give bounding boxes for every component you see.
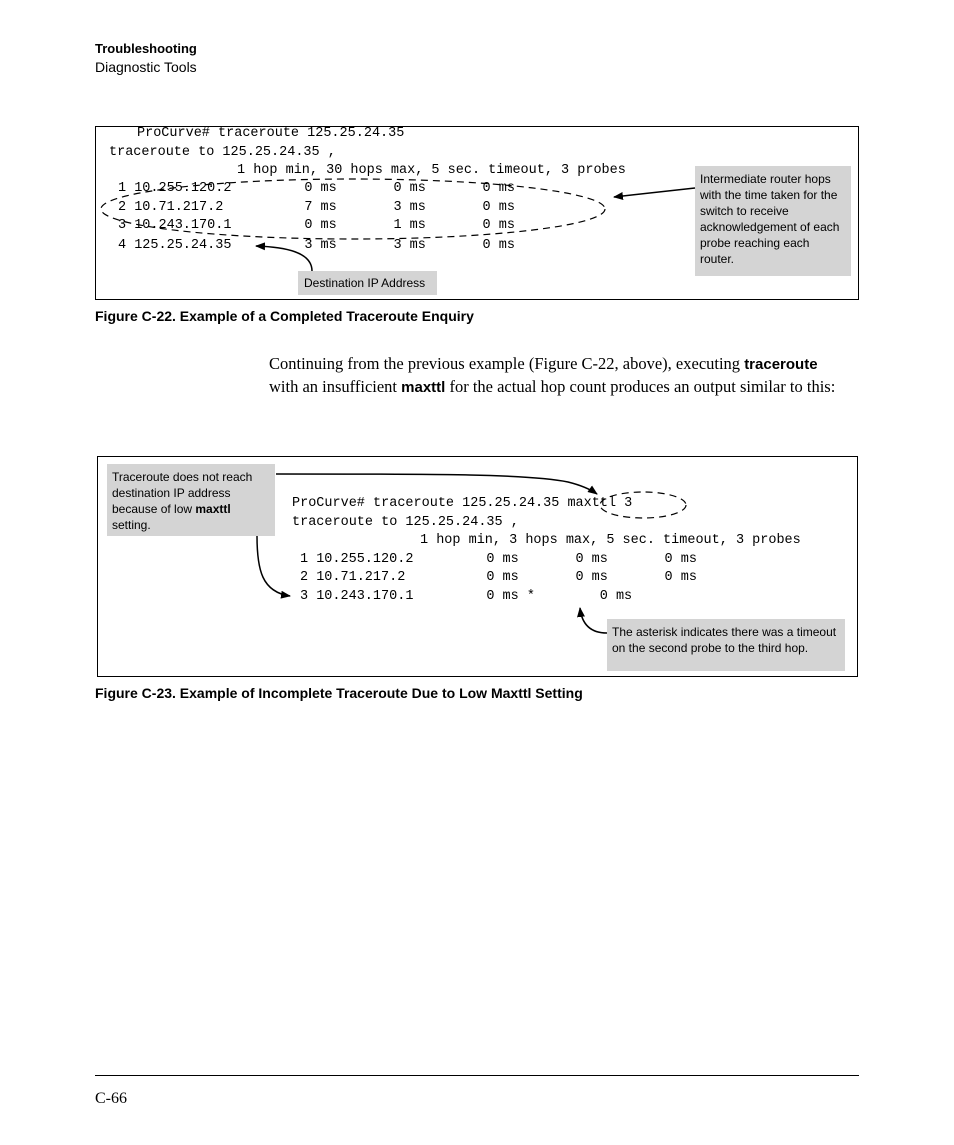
hop-rows-dashed-ellipse — [101, 179, 605, 239]
keyword-maxttl: maxttl — [401, 378, 446, 396]
page-number: C-66 — [95, 1090, 127, 1107]
fig1-hop-row: 3 10.243.170.1 0 ms 1 ms 0 ms — [118, 218, 515, 233]
body-text-1: Continuing from the previous example (Figure C-22, above), executing — [269, 354, 741, 373]
callout-intermediate-hops: Intermediate router hops with the time taken for the switch to receive acknowledgement of each probe reaching each router. — [695, 166, 851, 276]
fig2-hop-row-timeout: 3 10.243.170.1 0 ms * 0 ms — [300, 589, 633, 604]
fig1-hop-row: 2 10.71.217.2 7 ms 3 ms 0 ms — [118, 200, 515, 215]
callout-low-maxttl-text-c: setting. — [112, 518, 151, 532]
fig2-hop-row: 1 10.255.120.2 0 ms 0 ms 0 ms — [300, 552, 697, 567]
figure-c23-caption: Figure C-23. Example of Incomplete Traceroute Due to Low Maxttl Setting — [95, 685, 583, 701]
callout-asterisk-timeout: The asterisk indicates there was a timeout on the second probe to the third hop. — [607, 619, 845, 671]
maxttl-dashed-ellipse — [600, 492, 686, 518]
fig2-hop-row: 2 10.71.217.2 0 ms 0 ms 0 ms — [300, 570, 697, 585]
arrow-to-destination — [256, 246, 312, 271]
body-text-3: for the actual hop count produces an output similar to this: — [445, 376, 836, 396]
arrow-to-third-hop — [257, 536, 290, 596]
footer-rule — [95, 1075, 859, 1076]
fig1-hop-row-destination: 4 125.25.24.35 3 ms 3 ms 0 ms — [118, 238, 515, 253]
keyword-traceroute: traceroute — [744, 356, 818, 373]
fig2-line-params: 1 hop min, 3 hops max, 5 sec. timeout, 3 probes — [420, 533, 801, 548]
fig2-line-command: ProCurve# traceroute 125.25.24.35 maxttl 3 — [292, 496, 633, 511]
arrow-to-asterisk — [580, 608, 607, 633]
arrow-to-hop-rows — [614, 188, 695, 197]
fig2-line-traceroute-to: traceroute to 125.25.24.35 , — [292, 515, 519, 530]
running-header-chapter: Troubleshooting — [95, 41, 197, 56]
callout-low-maxttl-text-a: Traceroute does not reach destination IP address because of low — [112, 470, 253, 516]
fig1-hop-row: 1 10.255.120.2 0 ms 0 ms 0 ms — [118, 181, 515, 196]
fig1-line-params: 1 hop min, 30 hops max, 5 sec. timeout, 3 probes — [237, 163, 626, 178]
arrow-to-maxttl — [276, 474, 597, 494]
fig1-line-traceroute-to: traceroute to 125.25.24.35 , — [109, 145, 336, 160]
callout-destination-ip: Destination IP Address — [298, 271, 437, 295]
fig1-line-command: ProCurve# traceroute 125.25.24.35 — [137, 126, 405, 141]
body-text-2: with an insufficient — [269, 376, 402, 396]
running-header-section: Diagnostic Tools — [95, 59, 197, 75]
callout-low-maxttl-keyword: maxttl — [195, 502, 231, 516]
figure-c22-caption: Figure C-22. Example of a Completed Traceroute Enquiry — [95, 308, 474, 324]
